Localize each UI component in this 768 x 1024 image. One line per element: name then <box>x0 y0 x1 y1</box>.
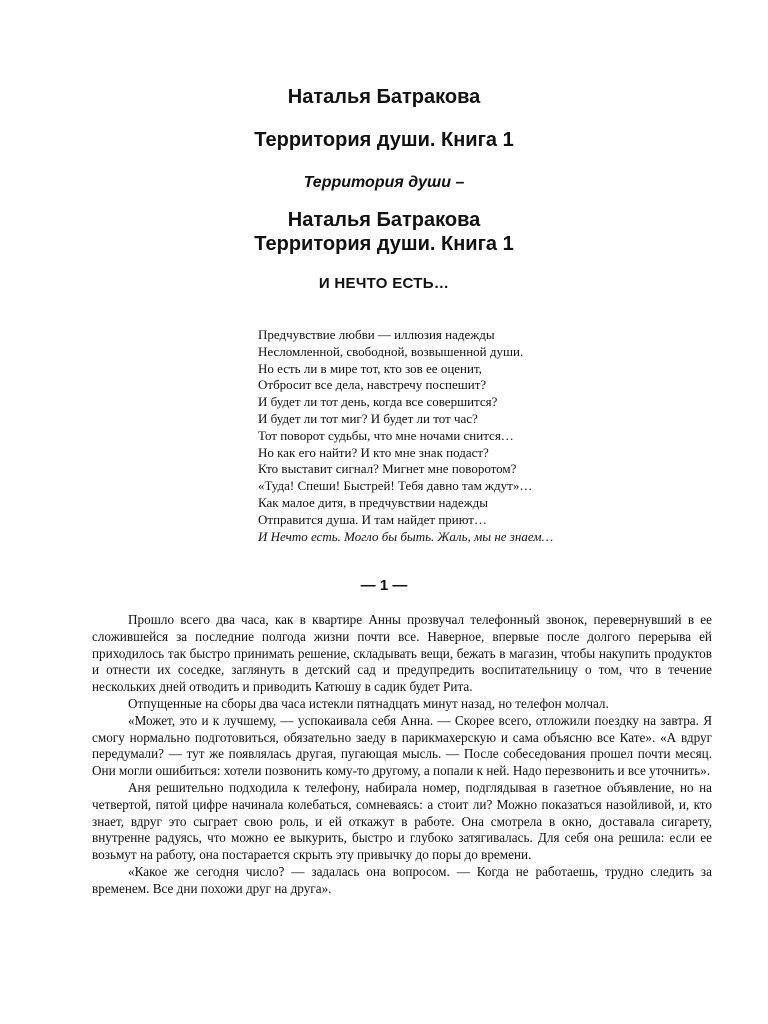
paragraph: «Какое же сегодня число? — задалась она вопросом. — Когда не работаешь, трудно следить за временем. Все дни похожи друг на друга». <box>92 863 712 896</box>
poem-line: Тот поворот судьбы, что мне ночами снится… <box>258 427 514 443</box>
paragraph: Аня решительно подходила к телефону, набирала номер, подглядывая в газетное объявление, но на четвертой, пятой цифре начинала колебаться, сомневаясь: а стоит ли? Можно показаться назойливой, и, кто знает, вдруг это сыграет свою роль, и ей откажут в работе. Она смотрела в окно, доставала сигарету, внутренне радуясь, что можно ее выкурить, быстро и глубоко затягивалась. Для себя она решила: если ее возьмут на работу, она постарается скрыть эту привычку до поры до времени. <box>92 779 712 863</box>
poem-line: Кто выставит сигнал? Мигнет мне поворотом? <box>258 461 517 477</box>
poem <box>258 327 553 545</box>
chapter-number: — 1 — <box>360 577 408 594</box>
author-name-repeat: Наталья Батракова <box>287 209 481 231</box>
chapter-body <box>92 612 712 898</box>
poem-line: Отправится душа. И там найдет приют… <box>258 511 487 527</box>
poem-line: И будет ли тот день, когда все совершится? <box>258 394 498 410</box>
poem-line: Но есть ли в мире тот, кто зов ее оценит, <box>258 360 482 376</box>
poem-line: И будет ли тот миг? И будет ли тот час? <box>258 410 478 426</box>
poem-line: Но как его найти? И кто мне знак подаст? <box>258 444 489 460</box>
epigraph-heading: Территория души – <box>303 174 465 191</box>
book-title: Территория души. Книга 1 <box>254 129 514 151</box>
poem-line: Предчувствие любви — иллюзия надежды <box>258 327 495 342</box>
title-block-repeat <box>0 208 768 256</box>
paragraph: «Может, это и к лучшему, — успокаивала себя Анна. — Скорее всего, отложили поездку на завтра. Я смогу нормально подготовиться, обязательно заеду в парикмахерскую и сама объясню все Кате». «А вдруг передумали? — тут же появлялась другая, пугающая мысль. — После собеседования прошел почти месяц. Они могли ошибиться: хотели позвонить кому-то другому, а попали к ней. Надо перезвонить и все уточнить». <box>92 712 712 779</box>
paragraph: Отпущенные на сборы два часа истекли пятнадцать минут назад, но телефон молчал. <box>128 695 609 711</box>
poem-last-line: И Нечто есть. Могло бы быть. Жаль, мы не знаем… <box>258 528 554 544</box>
author-name: Наталья Батракова <box>287 86 481 108</box>
section-title: И НЕЧТО ЕСТЬ… <box>318 275 450 292</box>
poem-line: «Туда! Спеши! Быстрей! Тебя давно там ждут»… <box>258 478 533 494</box>
poem-line: Как малое дитя, в предчувствии надежды <box>258 494 488 510</box>
paragraph: Прошло всего два часа, как в квартире Анны прозвучал телефонный звонок, перевернувший в ее сложившейся за последние полгода жизни почти все. Наверное, впервые после долгого перерыва ей приходилось так быстро принимать решение, складывать вещи, бежать в магазин, чтобы накупить продуктов и отнести их соседке, заглянуть в детский сад и предупредить воспитательницу о том, что в течение нескольких дней отводить и приводить Катюшу в садик будет Рита. <box>92 612 712 695</box>
book-title-repeat: Территория души. Книга 1 <box>254 233 514 255</box>
poem-line: Отбросит все дела, навстречу поспешит? <box>258 377 487 393</box>
poem-line: Несломленной, свободной, возвышенной души. <box>258 343 524 359</box>
